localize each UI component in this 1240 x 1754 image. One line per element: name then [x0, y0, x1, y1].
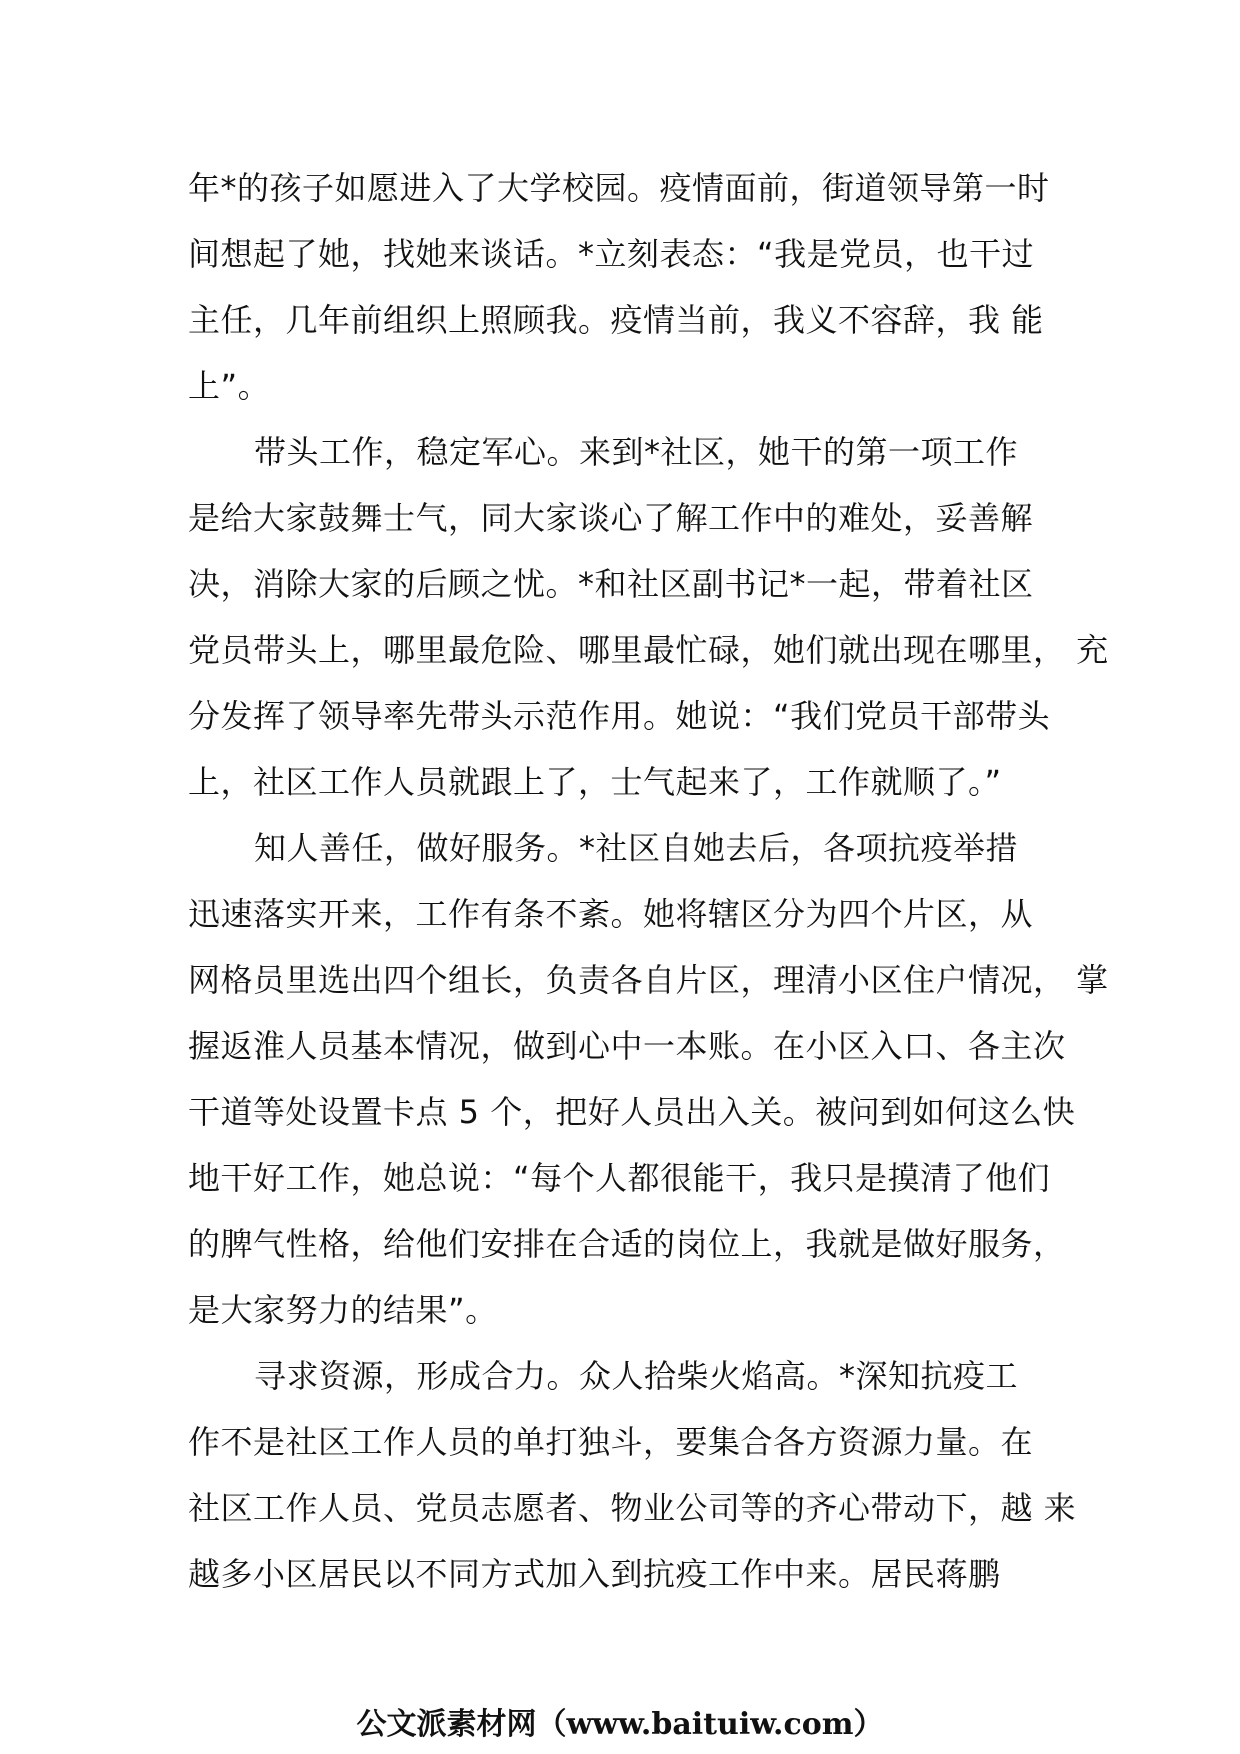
text-line: 是大家努力的结果”。 — [188, 1291, 498, 1329]
text-line: 上，社区工作人员就跟上了，士气起来了，工作就顺了。” — [188, 763, 1002, 801]
text-line: 年*的孩子如愿进入了大学校园。疫情面前，街道领导第一时 — [188, 169, 1050, 207]
text-line: 是给大家鼓舞士气，同大家谈心了解工作中的难处，妥善解 — [188, 499, 1034, 537]
text-line: 上”。 — [188, 367, 271, 405]
text-line: 迅速落实开来，工作有条不紊。她将辖区分为四个片区，从 — [188, 895, 1034, 933]
paragraph-start-line: 寻求资源，形成合力。众人拾柴火焰高。*深知抗疫工 — [254, 1357, 1019, 1395]
text-line: 越多小区居民以不同方式加入到抗疫工作中来。居民蒋鹏 — [188, 1555, 1001, 1593]
text-line: 握返淮人员基本情况，做到心中一本账。在小区入口、各主次 — [188, 1027, 1066, 1065]
text-line: 社区工作人员、党员志愿者、物业公司等的齐心带动下，越 来 — [188, 1489, 1077, 1527]
text-line: 的脾气性格，给他们安排在合适的岗位上，我就是做好服务， — [188, 1225, 1066, 1263]
text-line: 地干好工作，她总说：“每个人都很能干，我只是摸清了他们 — [188, 1159, 1051, 1197]
text-line: 决，消除大家的后顾之忧。*和社区副书记*一起，带着社区 — [188, 565, 1034, 603]
text-line: 分发挥了领导率先带头示范作用。她说：“我们党员干部带头 — [188, 697, 1051, 735]
text-line: 党员带头上，哪里最危险、哪里最忙碌，她们就出现在哪里， 充 — [188, 631, 1109, 669]
text-line: 作不是社区工作人员的单打独斗，要集合各方资源力量。在 — [188, 1423, 1034, 1461]
text-line: 主任，几年前组织上照顾我。疫情当前，我义不容辞，我 能 — [188, 301, 1044, 339]
text-line: 间想起了她，找她来谈话。*立刻表态：“我是党员，也干过 — [188, 235, 1035, 273]
paragraph-start-line: 知人善任，做好服务。*社区自她去后，各项抗疫举措 — [254, 829, 1019, 867]
footer-watermark: 公文派素材网（www.baituiw.com） — [356, 1707, 884, 1742]
text-line: 干道等处设置卡点 5 个，把好人员出入关。被问到如何这么快 — [188, 1093, 1076, 1131]
text-line: 网格员里选出四个组长，负责各自片区，理清小区住户情况， 掌 — [188, 961, 1109, 999]
body-text — [188, 155, 1109, 1607]
paragraph-start-line: 带头工作，稳定军心。来到*社区，她干的第一项工作 — [254, 433, 1019, 471]
